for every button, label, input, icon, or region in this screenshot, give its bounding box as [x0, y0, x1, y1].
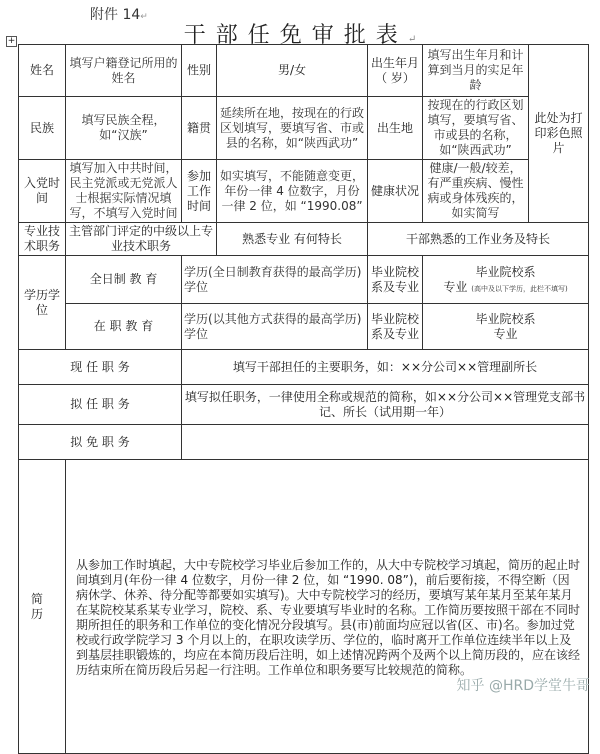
parttime-school-field[interactable] — [423, 304, 589, 350]
professional-title-field[interactable]: 主管部门评定的中级以上专业技术职务 — [66, 223, 217, 256]
birth-label: 出生年月（ 岁） — [368, 45, 423, 97]
name-label: 姓名 — [19, 45, 66, 97]
fulltime-education-field[interactable] — [182, 256, 368, 304]
fulltime-education-label: 全日制 教 育 — [66, 256, 182, 304]
parttime-school-label: 毕业院校系及专业 — [368, 304, 423, 350]
resume-field[interactable] — [66, 460, 589, 754]
current-position-field[interactable]: 填写干部担任的主要职务，如：××分公司××管理副所长 — [182, 350, 589, 385]
party-join-label: 入党时间 — [19, 160, 66, 223]
birth-field[interactable]: 填写出生年月和计算到当月的实足年龄 — [423, 45, 529, 97]
health-label: 健康状况 — [368, 160, 423, 223]
fulltime-degree-text: 学位 — [184, 279, 209, 294]
professional-title-label: 专业技术职务 — [19, 223, 66, 256]
parttime-education-field[interactable] — [182, 304, 368, 350]
fulltime-school-label: 毕业院校系及专业 — [368, 256, 423, 304]
parttime-degree-text: 学位 — [184, 326, 209, 341]
gender-label: 性别 — [182, 45, 217, 97]
table-move-handle-icon[interactable]: + — [7, 36, 16, 46]
fulltime-school-note: (高中及以下学历，此栏不填写) — [471, 284, 568, 293]
fulltime-degree-hint: 学历(全日制教育获得的最高学历) — [184, 264, 362, 279]
fulltime-school-field[interactable] — [423, 256, 589, 304]
health-field[interactable]: 健康/一般/较差，有严重疾病、慢性病或身体残疾的，如实简写 — [423, 160, 529, 223]
parttime-degree-hint: 学历(以其他方式获得的最高学历) — [184, 311, 362, 326]
birthplace-field[interactable]: 按现在的行政区划填写，要填写省、市或县的名称，如“陕西武功” — [423, 97, 529, 160]
proposed-position-field[interactable]: 填写拟任职务，一律使用全称或规范的简称，如××分公司××管理党支部书记、所长（试用期一年） — [182, 385, 589, 425]
specialty-label: 熟悉专业 有何特长 — [217, 223, 368, 256]
party-join-field[interactable]: 填写加入中共时间，民主党派或无党派人士根据实际情况填写，不填写入党时间 — [66, 160, 182, 223]
watermark-text: 知乎 @HRD学堂牛哥 — [456, 678, 590, 694]
parttime-school-line2: 专业 — [493, 326, 518, 341]
current-position-label: 现 任 职 务 — [19, 350, 182, 385]
native-place-label: 籍贯 — [182, 97, 217, 160]
attachment-label: 附件 14↵ — [90, 7, 148, 23]
fulltime-school-line2 — [425, 280, 586, 295]
resume-label: 简历 — [19, 460, 66, 754]
appointment-form-table — [18, 44, 589, 754]
parttime-school-line1: 毕业院校系 — [475, 311, 536, 326]
gender-field[interactable]: 男/女 — [217, 45, 368, 97]
page-title: 干部任免审批表↵ — [183, 23, 417, 48]
name-field[interactable]: 填写户籍登记所用的姓名 — [66, 45, 182, 97]
ethnic-field[interactable]: 填写民族全程，如“汉族” — [66, 97, 182, 160]
native-place-field[interactable]: 延续所在地，按现在的行政区划填写，要填写省、市或县的名称，如“陕西武功” — [217, 97, 368, 160]
ethnic-label: 民族 — [19, 97, 66, 160]
work-start-field[interactable]: 如实填写，不能随意变更，年份一律 4 位数字，月份一律 2 位，如 “1990.08” — [217, 160, 368, 223]
parttime-education-label: 在 职 教 育 — [66, 304, 182, 350]
work-start-label: 参加工作时间 — [182, 160, 217, 223]
specialty-field[interactable]: 干部熟悉的工作业务及特长 — [368, 223, 589, 256]
removal-position-field[interactable] — [182, 425, 589, 460]
education-label: 学历学位 — [19, 256, 66, 350]
fulltime-major-text: 专业 — [443, 279, 468, 294]
removal-position-label: 拟 免 职 务 — [19, 425, 182, 460]
fulltime-school-line1: 毕业院校系 — [475, 264, 536, 279]
birthplace-label: 出生地 — [368, 97, 423, 160]
proposed-position-label: 拟 任 职 务 — [19, 385, 182, 425]
photo-placeholder[interactable]: 此处为打印彩色照片 — [529, 45, 589, 223]
resume-text: 从参加工作时填起，大中专院校学习毕业后参加工作的，从大中专院校学习填起，简历的起止时间填到月(年份一律 4 位数字，月份一律 2 位，如 “1990. 08”)，前后要衔接，不得空断（因病休学、休养、待分配等都要如实填写)。大中专院校学习的经历，要填写某年某月至某年某月在某院校某系某专业学习，院校、系、专业要填写毕业时的名称。工作简历要按照干部在不同时期所担任的职务和工作单位的变化情况分段填写。县(市)前面均应冠以省(区、市)名。参加过党校或行政学院学习 3 个月以上的，在职攻读学历、学位的，临时离开工作单位连续半年以上及到基层挂职锻炼的，均应在本简历段后注明，如上述情况跨两个及两个以上简历段的，应在该经历结束所在简历段后另起一行注明。工作单位和职务要写比较规范的简称。 — [76, 558, 581, 677]
